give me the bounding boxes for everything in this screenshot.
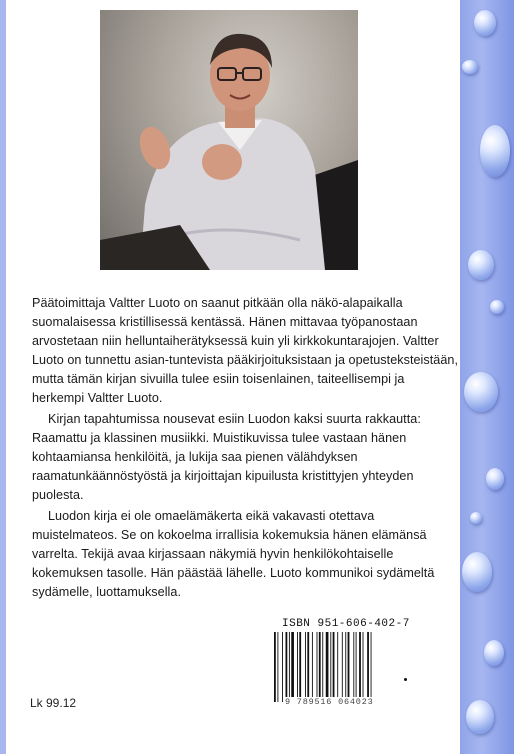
water-drop xyxy=(486,468,504,490)
water-drop xyxy=(466,700,494,734)
water-drop xyxy=(462,552,492,592)
back-cover-blurb xyxy=(32,294,460,604)
blurb-paragraph: Luodon kirja ei ole omaelämäkerta eikä vakavasti otettava muistelmateos. Se on kokoelma irrallisia kokemuksia hänen elämänsä varrelta. Tekijä avaa kirjassaan näkymiä hyvin henkilökohtaiselle kokemuksen tasolle. Hän päästää lähelle. Luoto kommunikoi sydämeltä sydämelle, luottamuksella. xyxy=(32,509,435,599)
barcode-marker xyxy=(404,678,407,681)
left-edge-decoration xyxy=(0,0,6,754)
water-drop xyxy=(470,512,482,524)
water-drop xyxy=(484,640,504,666)
barcode-digits: 9 789516 064023 xyxy=(285,697,374,707)
isbn-label: ISBN 951-606-402-7 xyxy=(282,618,410,630)
price-code: Lk 99.12 xyxy=(30,696,77,710)
water-drop xyxy=(468,250,494,280)
water-drop xyxy=(462,60,478,74)
water-drop xyxy=(490,300,504,314)
author-photo xyxy=(100,10,358,270)
blurb-paragraph: Päätoimittaja Valtter Luoto on saanut pitkään olla näkö-alapaikalla suomalaisessa kristillisessä kentässä. Hänen mittavaa työpanostaan arvostetaan niin helluntaiherätyksessä kuin yli kirkkokuntarajojen. Valtter Luoto on tunnettu asian-tuntevista pääkirjoituksistaan ja opetusteksteistään, mutta tämän kirjan sivuilla tulee esiin toisenlainen, taiteellisempi ja herkempi Valtter Luoto. xyxy=(32,296,459,405)
water-drop xyxy=(474,10,496,36)
water-drop xyxy=(480,125,510,177)
water-drop xyxy=(464,372,498,412)
water-drop-strip xyxy=(460,0,514,754)
blurb-paragraph: Kirjan tapahtumissa nousevat esiin Luodon kaksi suurta rakkautta: Raamattu ja klassinen musiikki. Muistikuvissa tulee vastaan hänen kohtaamiansa henkilöitä, ja lukija saa pienen välähdyksen raamatunkäännöstyöstä ja kirjoittajan kipuilusta kristittyjen yhteyden puolesta. xyxy=(32,412,421,502)
